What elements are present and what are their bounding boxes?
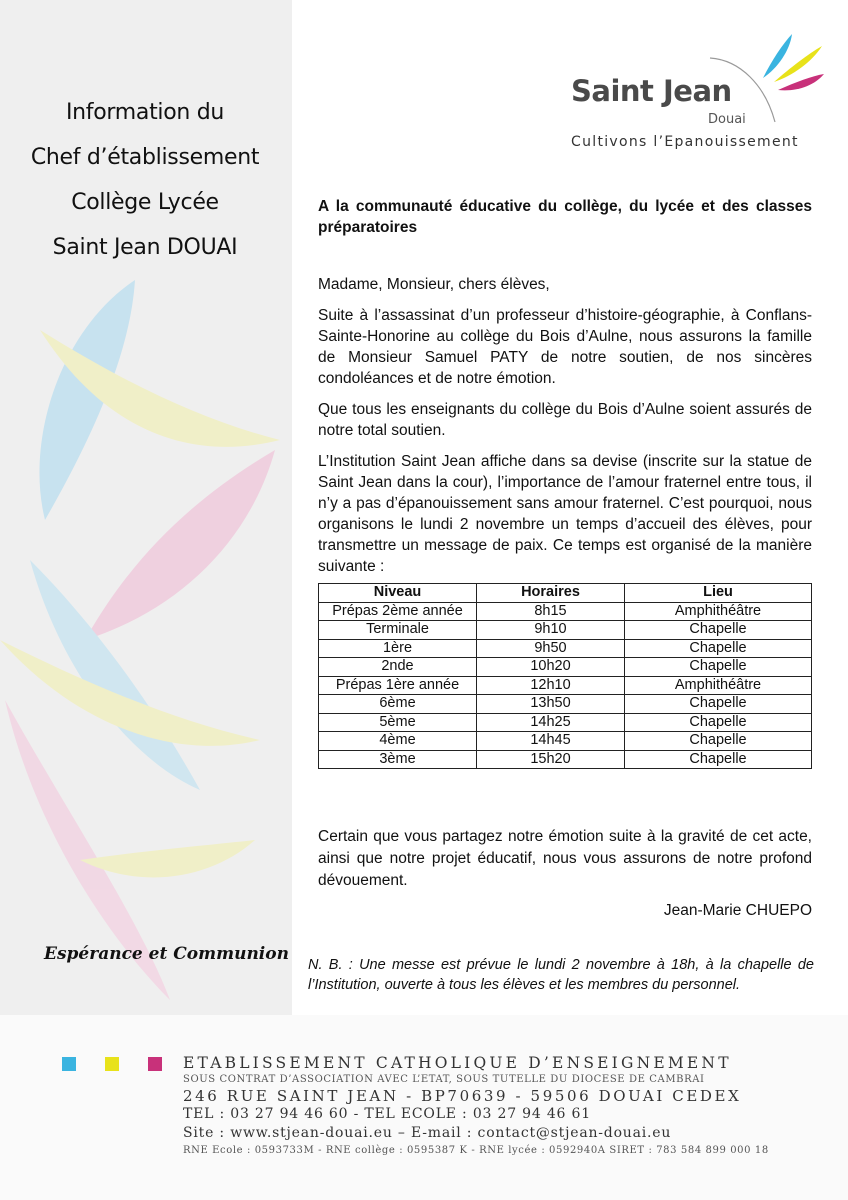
table-row [319,676,812,695]
sidebar-title-line: Chef d’établissement [30,145,260,170]
column-header-horaires: Horaires [477,584,625,603]
footer-line-web: Site : www.stjean-douai.eu – E-mail : contact@stjean-douai.eu [183,1125,672,1141]
table-row [319,639,812,658]
table-row [319,732,812,751]
cell-niveau: Prépas 2ème année [319,602,477,621]
cell-horaires: 10h20 [477,658,625,677]
footer-line-contract: SOUS CONTRAT D’ASSOCIATION AVEC L’ETAT, SOUS TUTELLE DU DIOCESE DE CAMBRAI [183,1074,705,1085]
logo-tagline: Cultivons l’Epanouissement [571,134,799,150]
letter-salutation: Madame, Monsieur, chers élèves, [318,276,550,293]
cell-lieu: Chapelle [625,621,812,640]
cell-niveau: Terminale [319,621,477,640]
cell-horaires: 9h50 [477,639,625,658]
sidebar [0,0,292,1015]
footer-line-phone: TEL : 03 27 94 46 60 - TEL ECOLE : 03 27 94 46 61 [183,1106,591,1122]
footer-line-address: 246 RUE SAINT JEAN - BP70639 - 59506 DOUAI CEDEX [183,1087,742,1105]
cell-horaires: 13h50 [477,695,625,714]
cell-lieu: Amphithéâtre [625,676,812,695]
sidebar-title-line: Information du [65,100,225,125]
cell-niveau: 3ème [319,750,477,769]
cell-horaires: 8h15 [477,602,625,621]
letter-paragraph: Suite à l’assassinat d’un professeur d’histoire-géographie, à Conflans-Sainte-Honorine au collège du Bois d’Aulne, nous assurons la famille de Monsieur Samuel PATY de notre soutien, de nos sincères condoléances et de notre émotion. [318,307,812,387]
cell-lieu: Chapelle [625,639,812,658]
cell-lieu: Chapelle [625,695,812,714]
cell-niveau: 4ème [319,732,477,751]
schedule-table [318,583,812,769]
table-row [319,602,812,621]
cell-horaires: 14h45 [477,732,625,751]
sidebar-title [0,90,290,270]
letter-heading: A la communauté éducative du collège, du lycée et des classes préparatoires [318,198,812,236]
letter-body [318,196,812,769]
footer-line-ids: RNE Ecole : 0593733M - RNE collège : 0595387 K - RNE lycée : 0592940A SIRET : 783 584 899 000 18 [183,1145,769,1156]
footer-address [183,1053,783,1159]
cell-niveau: 6ème [319,695,477,714]
table-row [319,713,812,732]
cell-lieu: Chapelle [625,750,812,769]
letter-paragraph: Que tous les enseignants du collège du Bois d’Aulne soient assurés de notre total soutien. [318,401,812,439]
table-row [319,750,812,769]
logo-city: Douai [708,112,746,127]
table-row [319,658,812,677]
note: N. B. : Une messe est prévue le lundi 2 novembre à 18h, à la chapelle de l’Institution, ouverte à tous les élèves et les membres du personnel. [308,957,814,993]
cell-niveau: 5ème [319,713,477,732]
yellow-square-icon [105,1057,119,1071]
table-row [319,621,812,640]
cell-niveau: 2nde [319,658,477,677]
cell-horaires: 9h10 [477,621,625,640]
motto: Espérance et Communion [44,944,289,964]
cell-niveau: Prépas 1ère année [319,676,477,695]
column-header-niveau: Niveau [319,584,477,603]
school-logo [560,30,830,160]
table-header-row [319,584,812,603]
logo-name: Saint Jean [571,74,732,108]
cell-lieu: Chapelle [625,658,812,677]
magenta-square-icon [148,1057,162,1071]
cyan-square-icon [62,1057,76,1071]
sidebar-title-line: Collège Lycée [71,190,219,215]
table-row [319,695,812,714]
cell-lieu: Chapelle [625,713,812,732]
sidebar-title-line: Saint Jean DOUAI [52,235,238,260]
cell-horaires: 15h20 [477,750,625,769]
cell-niveau: 1ère [319,639,477,658]
cell-lieu: Amphithéâtre [625,602,812,621]
letter-paragraph: L’Institution Saint Jean affiche dans sa devise (inscrite sur la statue de Saint Jean dans la cour), l’importance de l’amour fraternel entre tous, il n’y a pas d’épanouissement sans amour fraternel. C’est pourquoi, nous organisons le lundi 2 novembre un temps d’accueil des élèves, pour transmettre un message de paix. Ce temps est organisé de la manière suivante : [318,453,812,575]
signature: Jean-Marie CHUEPO [663,902,812,919]
cell-lieu: Chapelle [625,732,812,751]
cell-horaires: 12h10 [477,676,625,695]
letter-closing: Certain que vous partagez notre émotion suite à la gravité de cet acte, ainsi que notre projet éducatif, nous vous assurons de notre profond dévouement. [318,828,812,889]
column-header-lieu: Lieu [625,584,812,603]
footer-line-establishment: ETABLISSEMENT CATHOLIQUE D’ENSEIGNEMENT [183,1054,732,1072]
cell-horaires: 14h25 [477,713,625,732]
